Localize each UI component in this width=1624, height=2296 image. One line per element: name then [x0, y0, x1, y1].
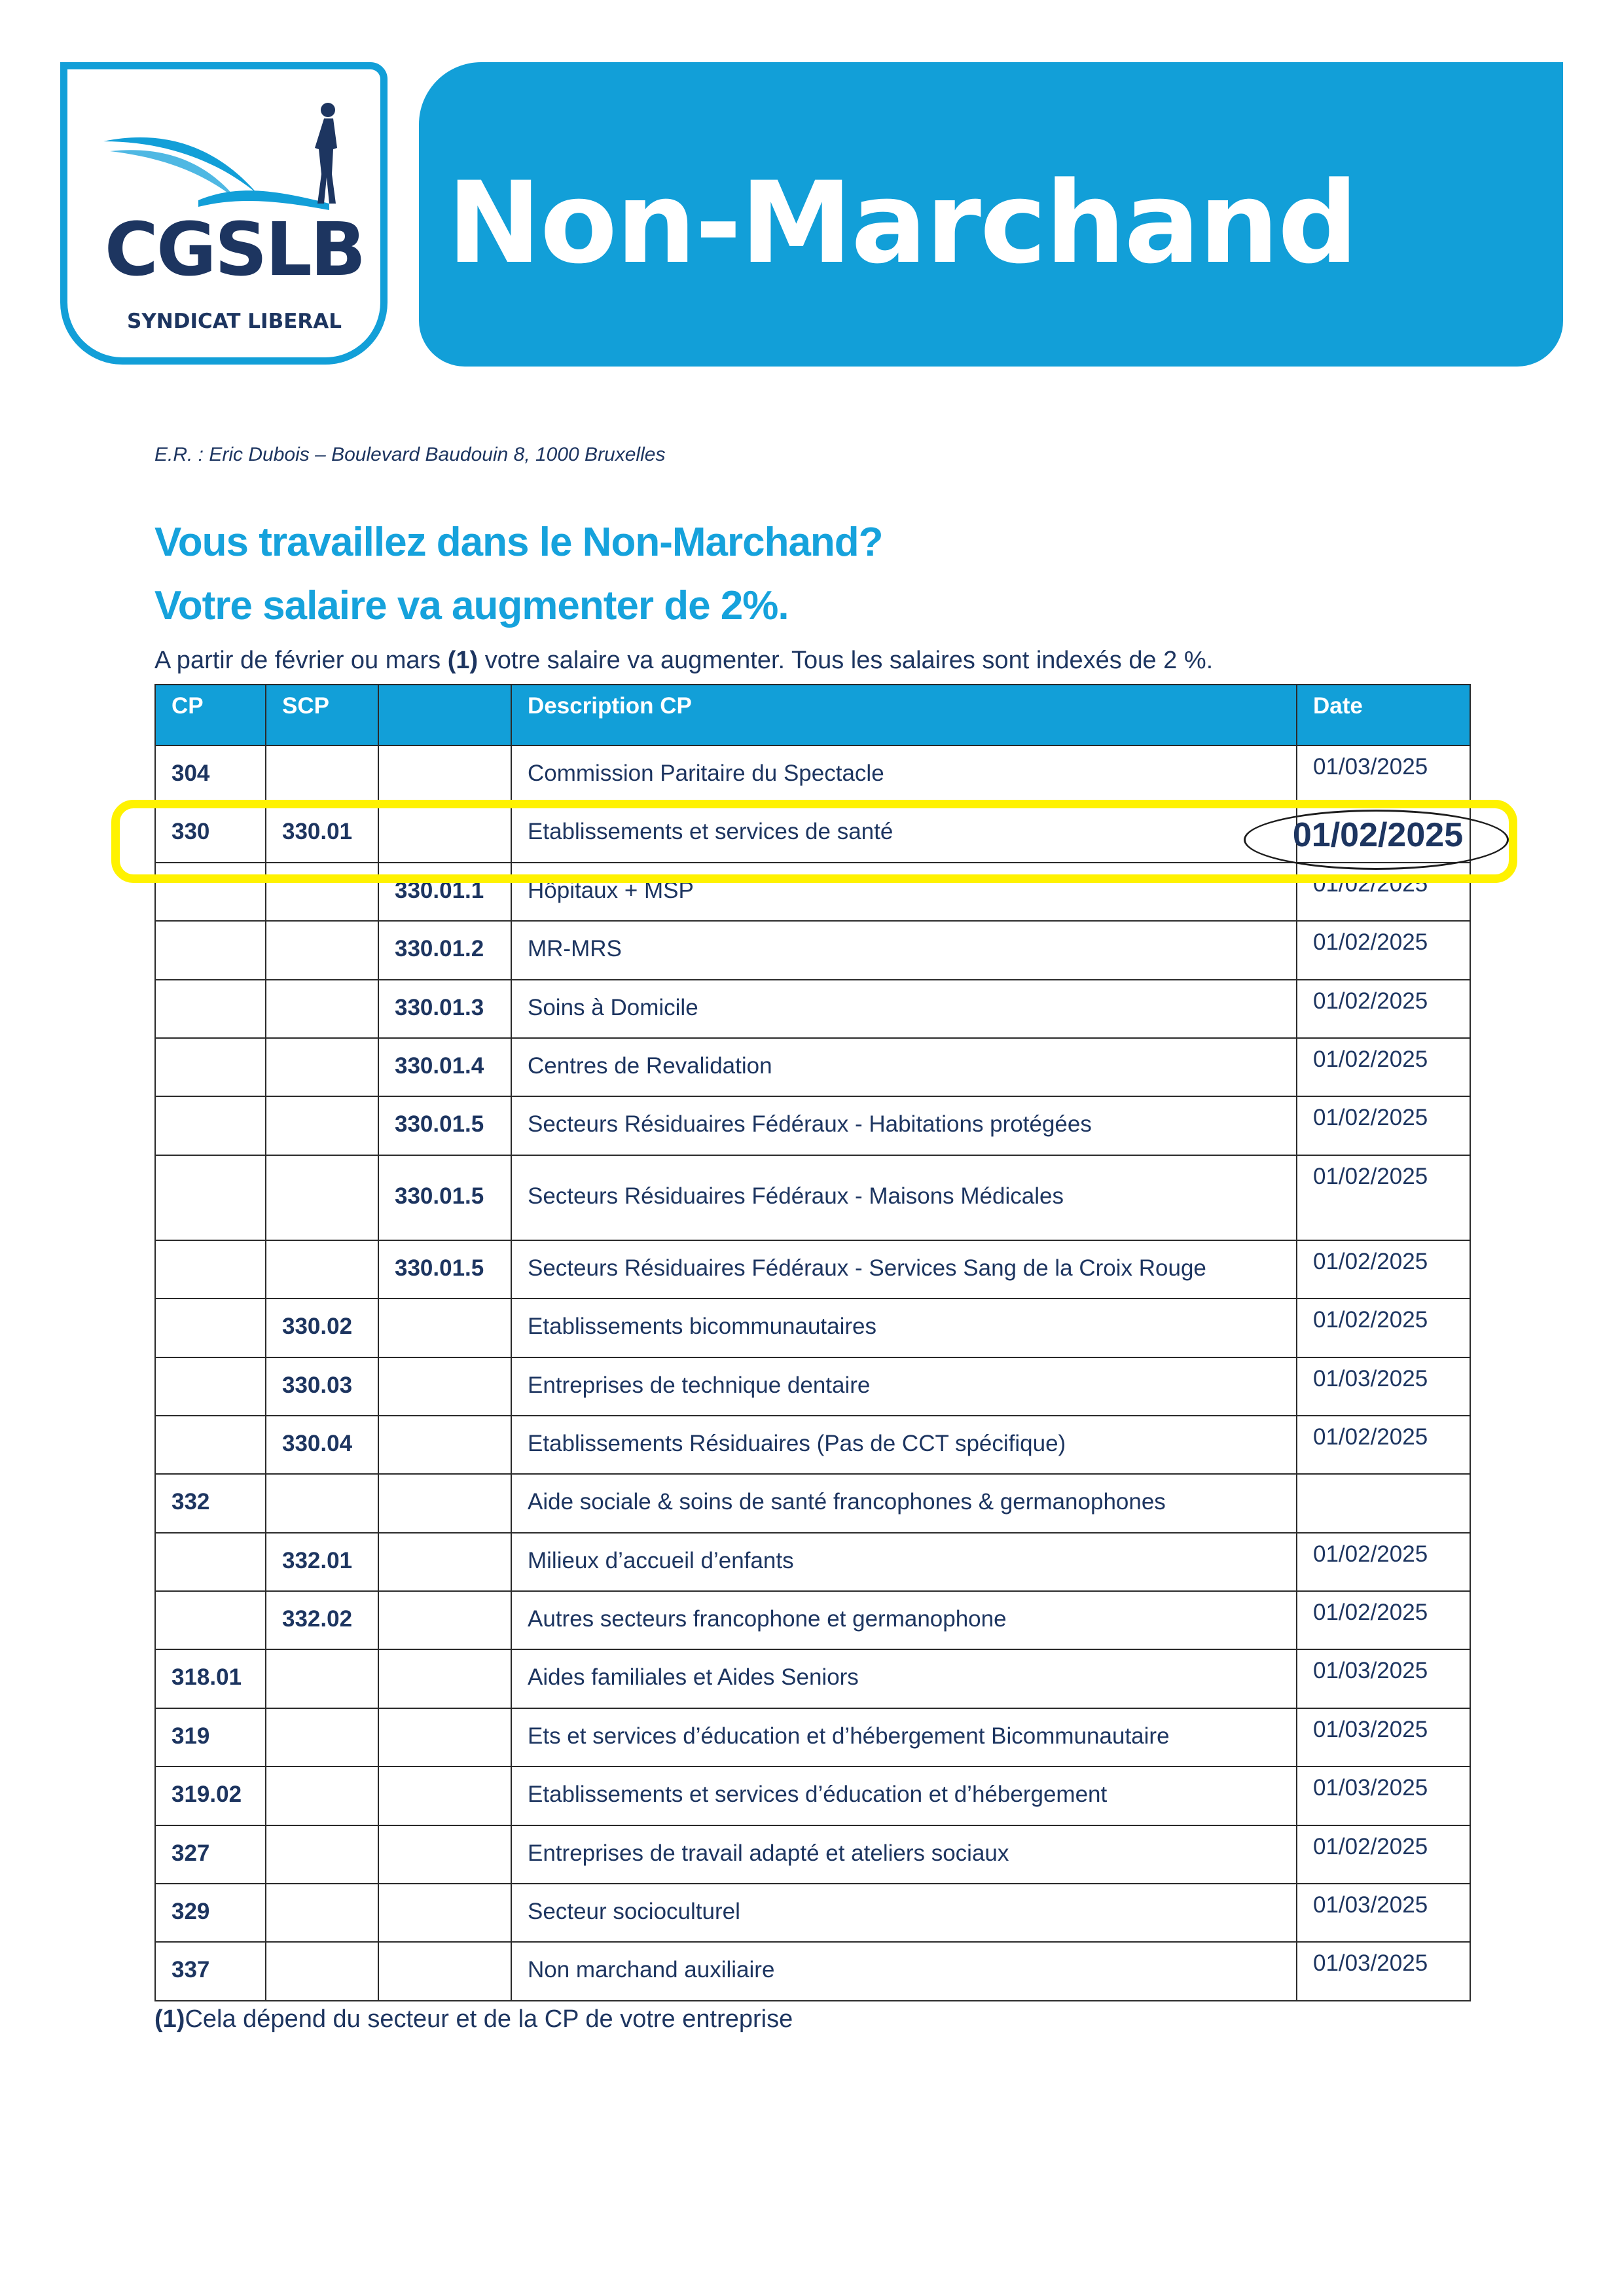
- cell-sub: [378, 1357, 511, 1416]
- cell-description: Secteurs Résiduaires Fédéraux - Habitations protégées: [511, 1096, 1297, 1155]
- table-row: [155, 1825, 1470, 1884]
- cell-scp: [266, 1038, 378, 1096]
- logo-wordmark: CGSLB: [104, 207, 365, 293]
- cell-sub: [378, 1474, 511, 1532]
- cell-date: 01/03/2025: [1297, 1767, 1470, 1825]
- cell-description: Secteurs Résiduaires Fédéraux - Services Sang de la Croix Rouge: [511, 1240, 1297, 1299]
- cell-scp: [266, 1649, 378, 1708]
- cell-sub: [378, 1884, 511, 1942]
- table-row: [155, 1649, 1470, 1708]
- table-row: [155, 921, 1470, 979]
- cell-description: Commission Paritaire du Spectacle: [511, 745, 1297, 804]
- cell-description: Etablissements et services d’éducation et d’hébergement: [511, 1767, 1297, 1825]
- cell-description: Soins à Domicile: [511, 980, 1297, 1038]
- intro-before: A partir de février ou mars: [154, 647, 448, 674]
- table-row: [155, 980, 1470, 1038]
- cell-scp: 332.02: [266, 1591, 378, 1649]
- cell-date: 01/03/2025: [1297, 745, 1470, 804]
- header-date: Date: [1297, 685, 1470, 745]
- cell-cp: 319: [155, 1708, 266, 1767]
- cell-cp: 330: [155, 804, 266, 862]
- cell-cp: 329: [155, 1884, 266, 1942]
- cell-scp: [266, 1884, 378, 1942]
- header-sub: [378, 685, 511, 745]
- cell-sub: [378, 1533, 511, 1591]
- table-header-row: [155, 685, 1470, 745]
- cell-cp: 304: [155, 745, 266, 804]
- footnote-ref: (1): [154, 2005, 185, 2033]
- cell-scp: [266, 1155, 378, 1240]
- footnote: [154, 2005, 793, 2034]
- walking-person-wave-icon: [67, 69, 382, 220]
- cell-cp: [155, 1240, 266, 1299]
- cell-description: Centres de Revalidation: [511, 1038, 1297, 1096]
- table-row: [155, 1357, 1470, 1416]
- cell-cp: [155, 1416, 266, 1474]
- cell-sub: 330.01.2: [378, 921, 511, 979]
- cell-description: Etablissements bicommunautaires: [511, 1299, 1297, 1357]
- cell-scp: 330.02: [266, 1299, 378, 1357]
- cell-date: 01/02/2025: [1297, 980, 1470, 1038]
- cell-scp: [266, 1825, 378, 1884]
- cell-date: 01/02/2025: [1297, 863, 1470, 921]
- cell-sub: [378, 1299, 511, 1357]
- header-cp: CP: [155, 685, 266, 745]
- table-row: [155, 1533, 1470, 1591]
- cell-description: Secteurs Résiduaires Fédéraux - Maisons Médicales: [511, 1155, 1297, 1240]
- cell-cp: [155, 1299, 266, 1357]
- cell-date: 01/02/2025: [1297, 1096, 1470, 1155]
- cell-date: [1297, 1474, 1470, 1532]
- intro-text: [154, 647, 1213, 675]
- cell-scp: 330.01: [266, 804, 378, 862]
- logo-subtitle: SYNDICAT LIBERAL: [127, 310, 342, 333]
- cell-date: 01/02/2025: [1297, 1416, 1470, 1474]
- cell-description: Hôpitaux + MSP: [511, 863, 1297, 921]
- intro-footnote-ref: (1): [447, 647, 478, 674]
- cell-sub: [378, 1416, 511, 1474]
- table-row: [155, 1155, 1470, 1240]
- table-row: [155, 1416, 1470, 1474]
- cell-description: Etablissements et services de santé: [511, 804, 1297, 862]
- cell-sub: [378, 1591, 511, 1649]
- cell-scp: [266, 921, 378, 979]
- cell-cp: [155, 1591, 266, 1649]
- cell-date: 01/02/2025: [1297, 1299, 1470, 1357]
- cell-scp: 330.03: [266, 1357, 378, 1416]
- cell-sub: [378, 1708, 511, 1767]
- footnote-text: Cela dépend du secteur et de la CP de votre entreprise: [185, 2005, 793, 2033]
- table-row: [155, 1884, 1470, 1942]
- cell-date: 01/03/2025: [1297, 1884, 1470, 1942]
- cell-cp: 319.02: [155, 1767, 266, 1825]
- cell-cp: [155, 1533, 266, 1591]
- table-row: [155, 1591, 1470, 1649]
- cgslb-logo: [60, 62, 388, 365]
- cell-sub: [378, 1649, 511, 1708]
- cell-date: 01/03/2025: [1297, 1942, 1470, 2000]
- cell-cp: [155, 1357, 266, 1416]
- cell-cp: 318.01: [155, 1649, 266, 1708]
- banner-title: Non-Marchand: [447, 157, 1358, 289]
- cell-sub: 330.01.5: [378, 1155, 511, 1240]
- table-row: [155, 1038, 1470, 1096]
- cell-cp: 327: [155, 1825, 266, 1884]
- table-row: [155, 1942, 1470, 2000]
- cell-sub: [378, 745, 511, 804]
- cell-description: Non marchand auxiliaire: [511, 1942, 1297, 2000]
- table-row: [155, 1767, 1470, 1825]
- cell-date: 01/03/2025: [1297, 1708, 1470, 1767]
- cell-cp: 332: [155, 1474, 266, 1532]
- cell-description: Ets et services d’éducation et d’hébergement Bicommunautaire: [511, 1708, 1297, 1767]
- cell-scp: [266, 1942, 378, 2000]
- cell-sub: [378, 1767, 511, 1825]
- cell-scp: [266, 1767, 378, 1825]
- headline-line-2: Votre salaire va augmenter de 2%.: [154, 583, 789, 628]
- cell-cp: [155, 921, 266, 979]
- cell-date: 01/02/2025: [1297, 1591, 1470, 1649]
- header-description: Description CP: [511, 685, 1297, 745]
- cell-date: 01/02/2025: [1297, 1155, 1470, 1240]
- cell-date: 01/02/2025: [1297, 1533, 1470, 1591]
- cell-description: Aides familiales et Aides Seniors: [511, 1649, 1297, 1708]
- highlighted-date: 01/02/2025: [1292, 816, 1464, 854]
- cell-description: Secteur socioculturel: [511, 1884, 1297, 1942]
- table-row: [155, 1708, 1470, 1767]
- cell-description: MR-MRS: [511, 921, 1297, 979]
- cell-cp: [155, 1155, 266, 1240]
- cell-sub: [378, 1942, 511, 2000]
- cell-sub: 330.01.1: [378, 863, 511, 921]
- cell-description: Etablissements Résiduaires (Pas de CCT spécifique): [511, 1416, 1297, 1474]
- cell-date: 01/03/2025: [1297, 1357, 1470, 1416]
- cell-date: 01/02/2025: [1297, 921, 1470, 979]
- cell-scp: [266, 1096, 378, 1155]
- cell-sub: [378, 1825, 511, 1884]
- cell-cp: [155, 980, 266, 1038]
- cell-cp: [155, 1096, 266, 1155]
- table-row: [155, 1299, 1470, 1357]
- cell-cp: [155, 1038, 266, 1096]
- cell-date: 01/02/2025: [1297, 1038, 1470, 1096]
- cell-sub: 330.01.4: [378, 1038, 511, 1096]
- cell-scp: [266, 1708, 378, 1767]
- cell-description: Milieux d’accueil d’enfants: [511, 1533, 1297, 1591]
- cell-scp: [266, 1240, 378, 1299]
- cell-sub: 330.01.5: [378, 1240, 511, 1299]
- table-row: [155, 745, 1470, 804]
- cell-cp: 337: [155, 1942, 266, 2000]
- cell-description: Entreprises de technique dentaire: [511, 1357, 1297, 1416]
- responsible-editor-line: E.R. : Eric Dubois – Boulevard Baudouin 8, 1000 Bruxelles: [154, 444, 666, 465]
- cell-sub: 330.01.5: [378, 1096, 511, 1155]
- headline-line-1: Vous travaillez dans le Non-Marchand?: [154, 520, 883, 565]
- table-row: [155, 1474, 1470, 1532]
- intro-after: votre salaire va augmenter. Tous les salaires sont indexés de 2 %.: [478, 647, 1214, 674]
- cell-date: 01/02/2025: [1297, 1825, 1470, 1884]
- cell-date: 01/02/2025: [1297, 1240, 1470, 1299]
- cell-sub: 330.01.3: [378, 980, 511, 1038]
- cell-scp: [266, 980, 378, 1038]
- cell-scp: [266, 1474, 378, 1532]
- header-scp: SCP: [266, 685, 378, 745]
- cell-date: 01/03/2025: [1297, 1649, 1470, 1708]
- cell-description: Entreprises de travail adapté et ateliers sociaux: [511, 1825, 1297, 1884]
- cell-scp: 330.04: [266, 1416, 378, 1474]
- cell-scp: 332.01: [266, 1533, 378, 1591]
- table-row: [155, 1096, 1470, 1155]
- cell-description: Autres secteurs francophone et germanophone: [511, 1591, 1297, 1649]
- table-row: [155, 1240, 1470, 1299]
- cell-scp: [266, 745, 378, 804]
- cell-description: Aide sociale & soins de santé francophones & germanophones: [511, 1474, 1297, 1532]
